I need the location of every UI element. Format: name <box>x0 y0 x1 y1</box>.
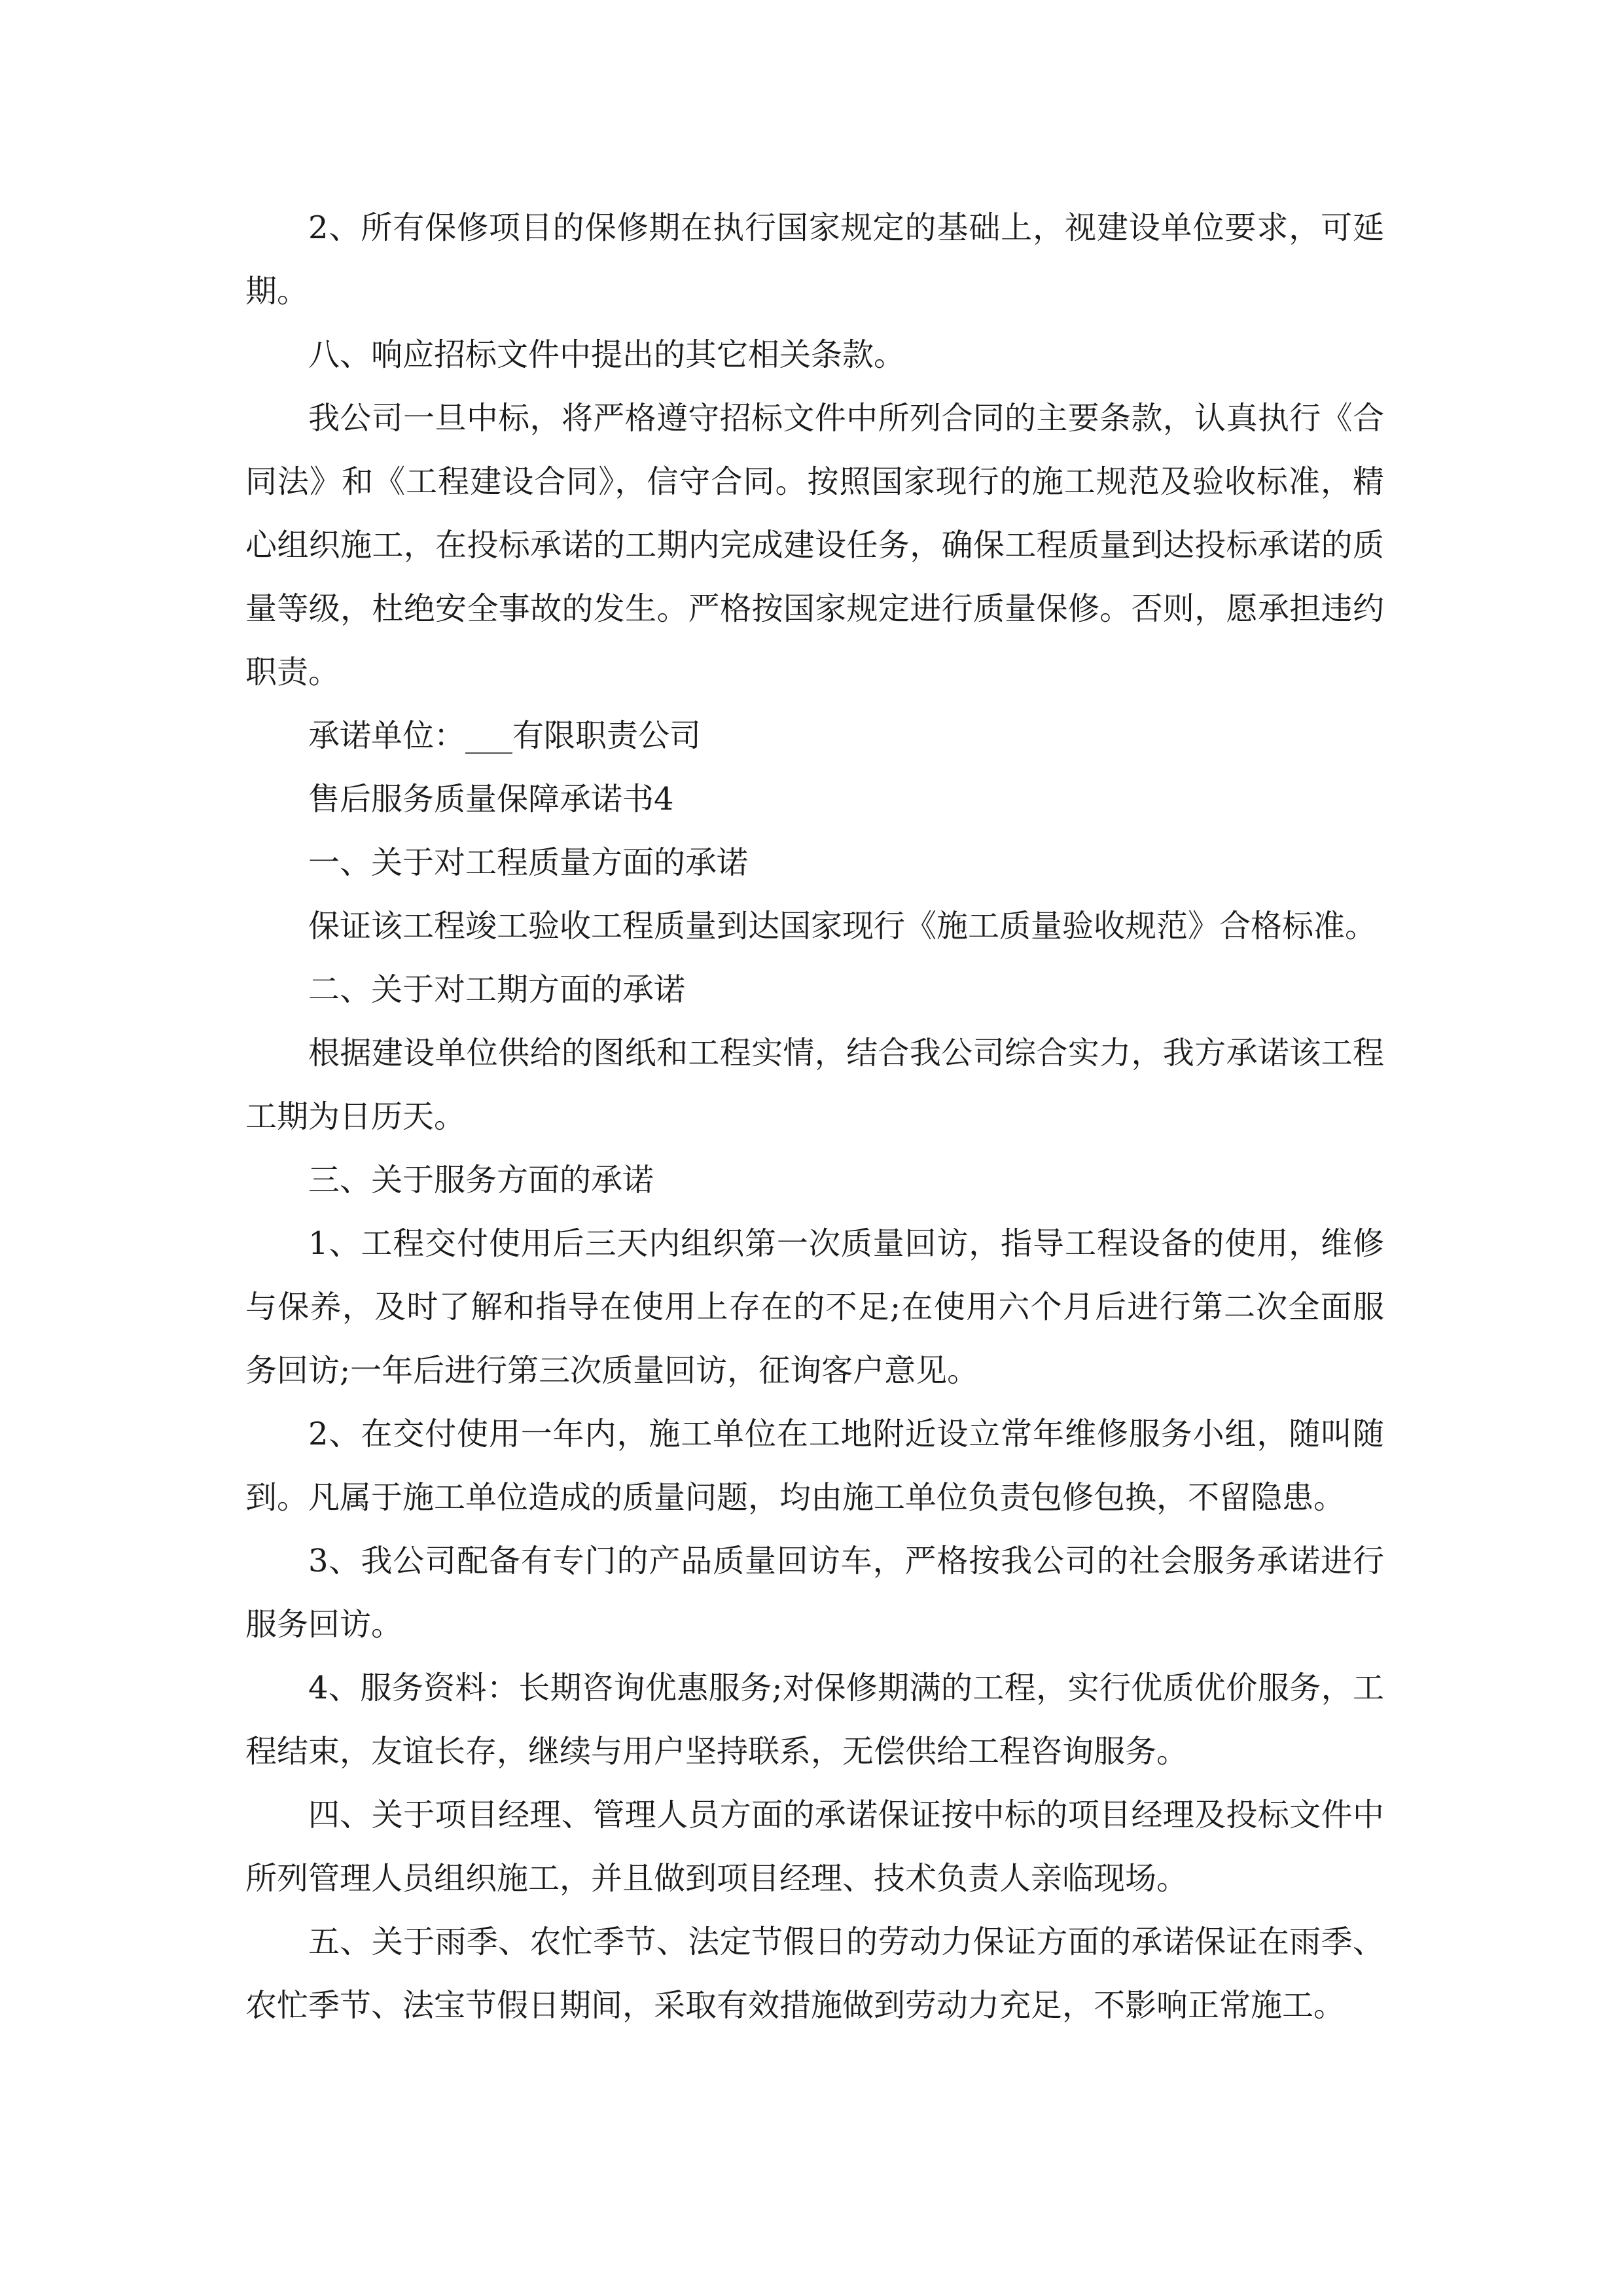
heading-service-commitment: 三、关于服务方面的承诺 <box>308 1162 654 1198</box>
document-title-4: 售后服务质量保障承诺书4 <box>308 781 674 817</box>
document-body <box>245 196 1384 2037</box>
paragraph-schedule: 根据建设单位供给的图纸和工程实情，结合我公司综合实力，我方承诺该工程工期为日历天。 <box>245 1035 1384 1135</box>
paragraph-personnel-commitment: 四、关于项目经理、管理人员方面的承诺保证按中标的项目经理及投标文件中所列管理人员组织施工，并且做到项目经理、技术负责人亲临现场。 <box>245 1797 1384 1897</box>
paragraph-labor-commitment: 五、关于雨季、农忙季节、法定节假日的劳动力保证方面的承诺保证在雨季、农忙季节、法宝节假日期间，采取有效措施做到劳动力充足，不影响正常施工。 <box>245 1924 1384 2024</box>
committing-unit: 承诺单位：___有限职责公司 <box>308 717 702 754</box>
paragraph-service-2: 2、在交付使用一年内，施工单位在工地附近设立常年维修服务小组，随叫随到。凡属于施工单位造成的质量问题，均由施工单位负责包修包换，不留隐患。 <box>245 1416 1384 1516</box>
heading-schedule-commitment: 二、关于对工期方面的承诺 <box>308 971 686 1008</box>
paragraph-service-1: 1、工程交付使用后三天内组织第一次质量回访，指导工程设备的使用，维修与保养，及时了解和指导在使用上存在的不足;在使用六个月后进行第二次全面服务回访;一年后进行第三次质量回访，征询客户意见。 <box>245 1225 1384 1389</box>
paragraph-warranty-extension: 2、所有保修项目的保修期在执行国家规定的基础上，视建设单位要求，可延期。 <box>245 209 1384 310</box>
heading-section-8: 八、响应招标文件中提出的其它相关条款。 <box>308 336 906 373</box>
paragraph-bid-commitment: 我公司一旦中标，将严格遵守招标文件中所列合同的主要条款，认真执行《合同法》和《工程建设合同》，信守合同。按照国家现行的施工规范及验收标准，精心组织施工，在投标承诺的工期内完成建设任务，确保工程质量到达投标承诺的质量等级，杜绝安全事故的发生。严格按国家规定进行质量保修。否则，愿承担违约职责。 <box>245 400 1384 691</box>
paragraph-service-4: 4、服务资料：长期咨询优惠服务;对保修期满的工程，实行优质优价服务，工程结束，友谊长存，继续与用户坚持联系，无偿供给工程咨询服务。 <box>245 1670 1384 1770</box>
paragraph-service-3: 3、我公司配备有专门的产品质量回访车，严格按我公司的社会服务承诺进行服务回访。 <box>245 1543 1384 1643</box>
paragraph-quality-standard: 保证该工程竣工验收工程质量到达国家现行《施工质量验收规范》合格标准。 <box>308 908 1377 944</box>
heading-quality-commitment: 一、关于对工程质量方面的承诺 <box>308 844 749 881</box>
